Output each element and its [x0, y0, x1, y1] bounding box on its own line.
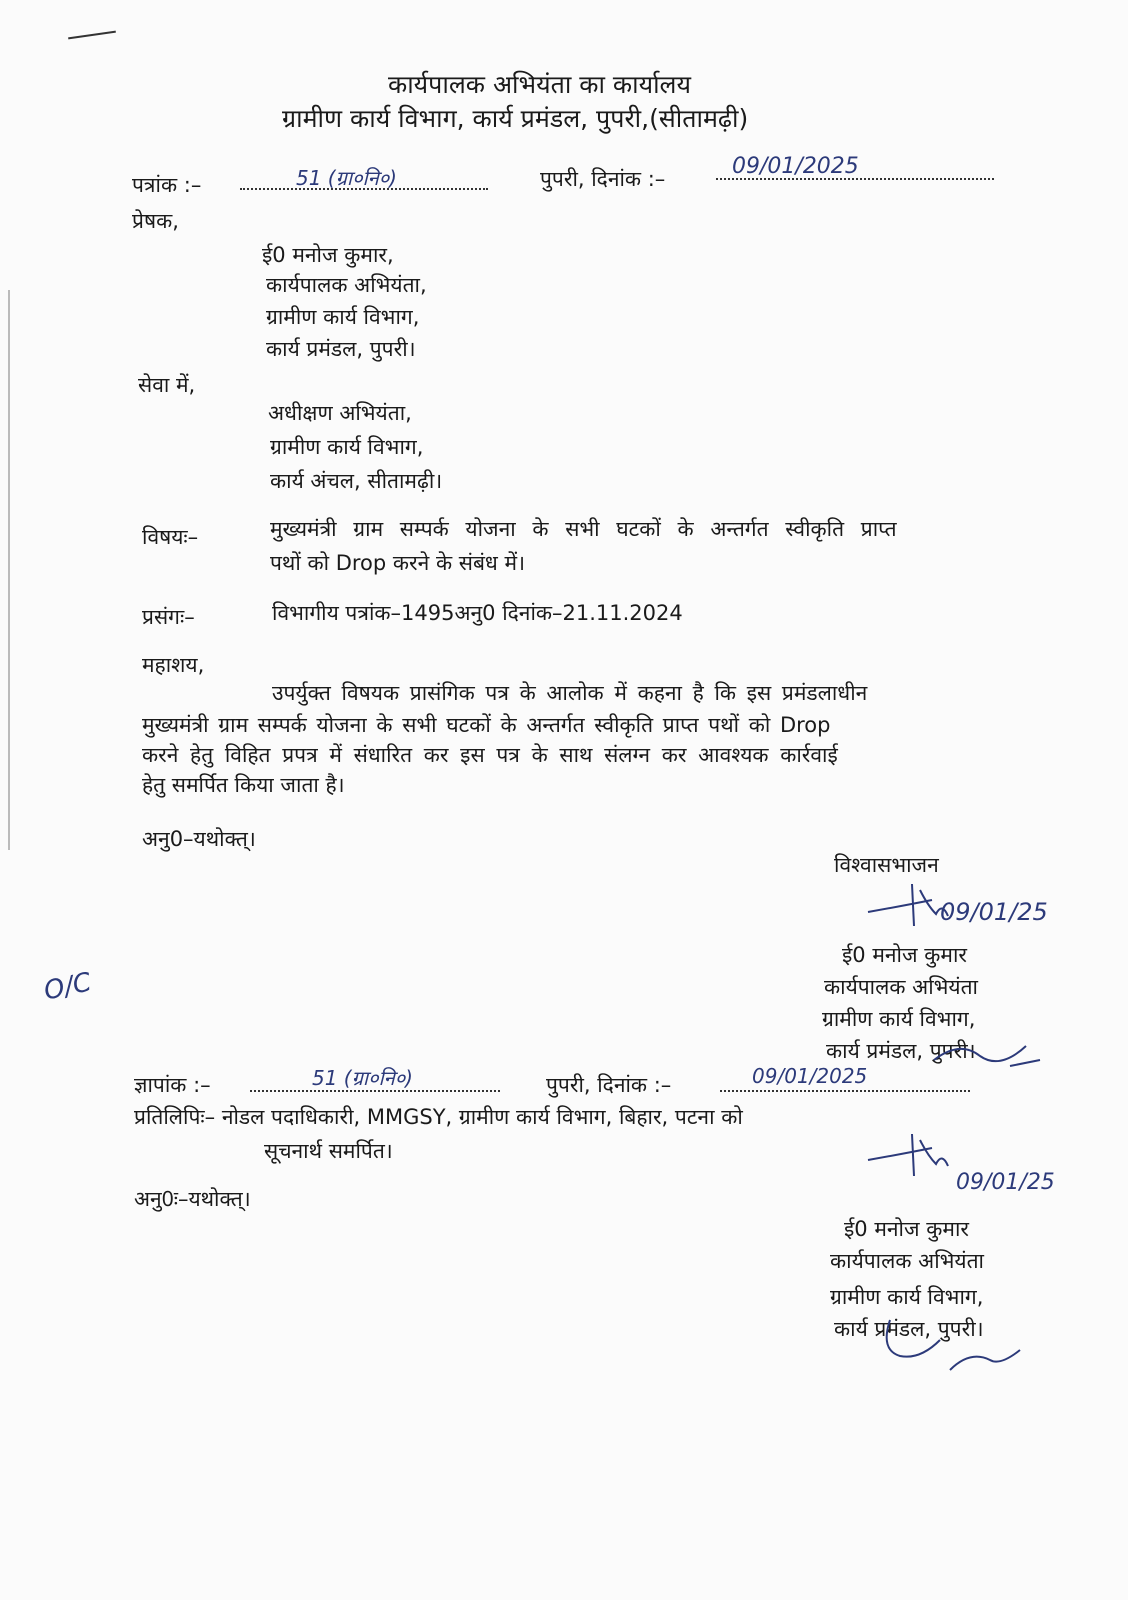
signatory-line: कार्यपालक अभियंता: [824, 975, 978, 999]
recipient-label: सेवा में,: [138, 373, 196, 397]
letter-date-label: पुपरी, दिनांक :–: [540, 167, 666, 191]
signature-1-date: 09/01/25: [940, 898, 1048, 926]
sender-line: ग्रामीण कार्य विभाग,: [266, 305, 420, 329]
signatory-line: ई0 मनोज कुमार: [844, 1217, 969, 1241]
office-subtitle: ग्रामीण कार्य विभाग, कार्य प्रमंडल, पुपरी,(सीतामढ़ी): [282, 104, 749, 133]
signatory-line: ई0 मनोज कुमार: [842, 943, 967, 967]
body-line: हेतु समर्पित किया जाता है।: [142, 773, 345, 797]
subject-line: मुख्यमंत्री ग्राम सम्पर्क योजना के सभी घटकों के अन्तर्गत स्वीकृति प्राप्त: [270, 517, 897, 541]
memo-date-dotline: [720, 1090, 970, 1092]
office-title: कार्यपालक अभियंता का कार्यालय: [388, 70, 691, 99]
recipient-line: ग्रामीण कार्य विभाग,: [270, 435, 424, 459]
memo-date-handwritten: 09/01/2025: [752, 1064, 868, 1088]
reference-label: प्रसंगः–: [142, 605, 195, 629]
scan-edge-line: [8, 290, 10, 850]
signatory-line: ग्रामीण कार्य विभाग,: [830, 1285, 984, 1309]
subject-label: विषयः–: [142, 525, 199, 549]
margin-note: O/C: [41, 967, 94, 1007]
sender-line: ई0 मनोज कुमार,: [262, 243, 394, 267]
reference-text: विभागीय पत्रांक–1495अनु0 दिनांक–21.11.2024: [272, 601, 683, 625]
letter-no-handwritten: 51 (ग्रा०नि०): [296, 166, 397, 190]
sender-label: प्रेषक,: [132, 209, 179, 233]
memo-no-handwritten: 51 (ग्रा०नि०): [312, 1066, 413, 1090]
letter-no-label: पत्रांक :–: [132, 173, 202, 197]
enclosure-note: अनु0–यथोक्त्।: [142, 827, 256, 851]
recipient-line: कार्य अंचल, सीतामढ़ी।: [270, 469, 443, 493]
enclosure-note: अनु0ः–यथोक्त्।: [134, 1187, 251, 1211]
letter-date-handwritten: 09/01/2025: [732, 154, 859, 179]
memo-no-label: ज्ञापांक :–: [134, 1073, 211, 1097]
recipient-line: अधीक्षण अभियंता,: [268, 401, 412, 425]
signature-1-initials: [930, 1030, 1050, 1080]
signature-2-initials: [880, 1310, 1030, 1380]
copy-to-line: प्रतिलिपिः– नोडल पदाधिकारी, MMGSY, ग्रामीण कार्य विभाग, बिहार, पटना को: [134, 1105, 743, 1129]
salutation: महाशय,: [142, 653, 205, 677]
signatory-line: कार्य प्रमंडल, पुपरी।: [826, 1039, 976, 1063]
sender-line: कार्यपालक अभियंता,: [266, 273, 427, 297]
memo-date-label: पुपरी, दिनांक :–: [546, 1073, 672, 1097]
signatory-line: ग्रामीण कार्य विभाग,: [822, 1007, 976, 1031]
body-line: करने हेतु विहित प्रपत्र में संधारित कर इस पत्र के साथ संलग्न कर आवश्यक कार्रवाई: [142, 743, 838, 767]
scan-edge-mark: [68, 31, 116, 40]
copy-to-line: सूचनार्थ समर्पित।: [264, 1139, 393, 1163]
signatory-line: कार्य प्रमंडल, पुपरी।: [834, 1317, 984, 1341]
subject-line: पथों को Drop करने के संबंध में।: [270, 551, 526, 575]
sender-line: कार्य प्रमंडल, पुपरी।: [266, 337, 416, 361]
closing-text: विश्वासभाजन: [834, 853, 939, 877]
body-line: उपर्युक्त विषयक प्रासंगिक पत्र के आलोक में कहना है कि इस प्रमंडलाधीन: [272, 681, 868, 705]
signature-2-date: 09/01/25: [956, 1170, 1055, 1195]
signatory-line: कार्यपालक अभियंता: [830, 1249, 984, 1273]
body-line: मुख्यमंत्री ग्राम सम्पर्क योजना के सभी घटकों के अन्तर्गत स्वीकृति प्राप्त पथों को Drop: [142, 713, 831, 737]
